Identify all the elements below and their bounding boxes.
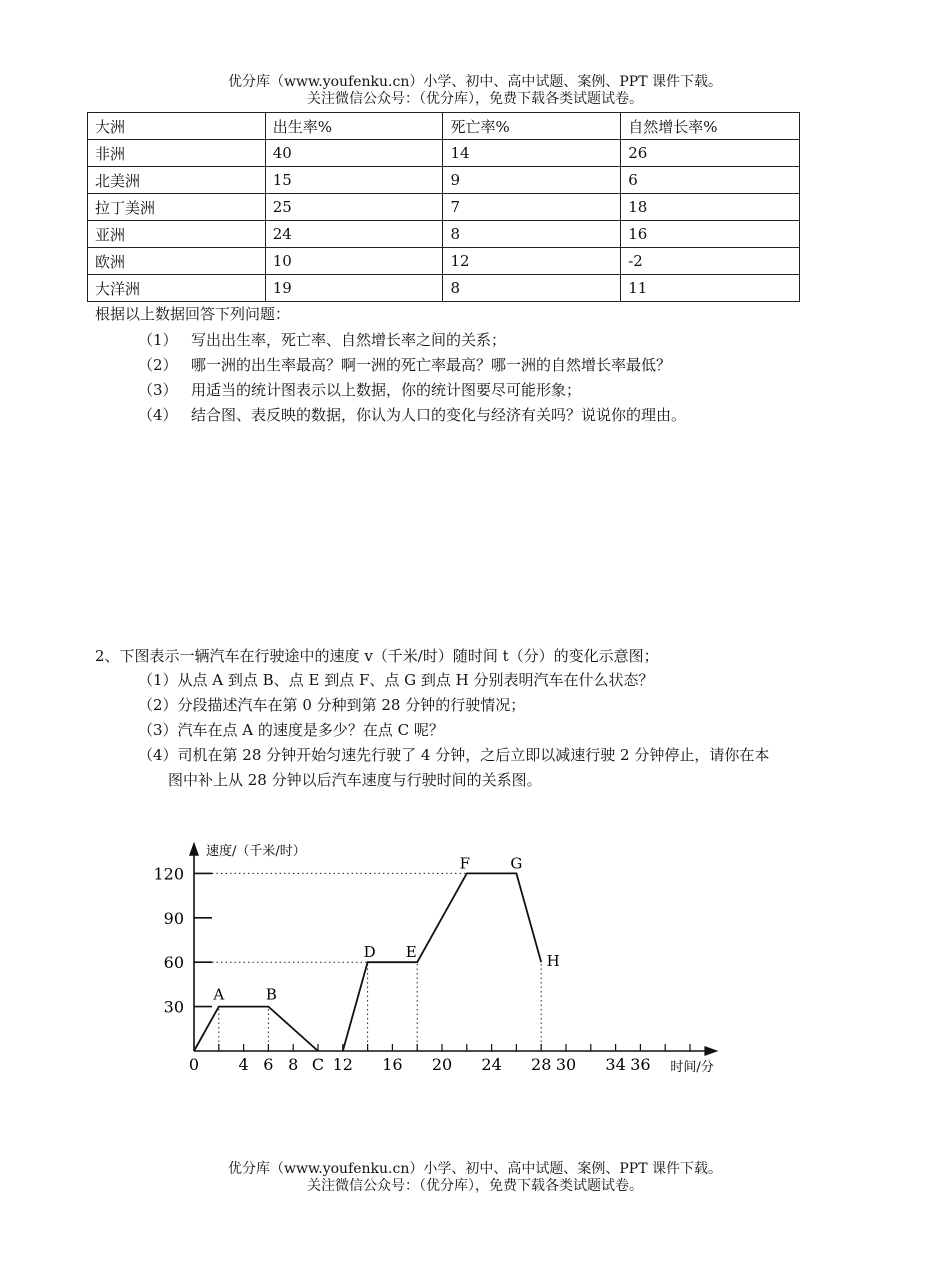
table-cell: 15 — [265, 167, 443, 194]
y-axis-arrow — [189, 842, 199, 856]
point-label: F — [459, 854, 471, 873]
x-tick-label: 28 — [531, 1055, 552, 1074]
point-label: G — [510, 854, 523, 873]
question-item: （2）分段描述汽车在第 0 分种到第 28 分钟的行驶情况； — [138, 696, 526, 714]
y-axis-label: 速度/（千米/时） — [206, 843, 306, 859]
table-row — [88, 221, 800, 248]
section2-questions — [138, 668, 769, 793]
x-tick-label: 12 — [332, 1055, 353, 1074]
question-item: （1）从点 A 到点 B、点 E 到点 F、点 G 到点 H 分别表明汽车在什么状态？ — [138, 671, 654, 689]
question-item: （3）汽车在点 A 的速度是多少？在点 C 呢？ — [138, 721, 444, 739]
footer-line-2: 关注微信公众号：（优分库），免费下载各类试题试卷。 — [307, 1178, 643, 1194]
x-tick-label: 36 — [630, 1055, 651, 1074]
x-tick-label: 0 — [188, 1055, 200, 1074]
table-cell: 25 — [265, 194, 443, 221]
point-label: H — [546, 952, 560, 971]
question-text: 写出出生率，死亡率、自然增长率之间的关系； — [191, 331, 507, 349]
point-label: E — [405, 943, 417, 962]
page-header — [0, 74, 950, 108]
table-cell: 40 — [265, 140, 443, 167]
question-item: （4）司机在第 28 分钟开始匀速先行驶了 4 分钟，之后立即以减速行驶 2 分钟停止，请你在本 — [138, 746, 770, 764]
question-item-continuation: 图中补上从 28 分钟以后汽车速度与行驶时间的关系图。 — [168, 771, 542, 789]
x-tick-label: 6 — [263, 1055, 274, 1074]
question-text: 哪一洲的出生率最高？啊一洲的死亡率最高？哪一洲的自然增长率最低？ — [191, 356, 672, 374]
question-text: 用适当的统计图表示以上数据，你的统计图要尽可能形象； — [191, 381, 582, 399]
question-item — [138, 403, 686, 428]
section1-intro: 根据以上数据回答下列问题： — [95, 305, 291, 323]
x-tick-label: 16 — [382, 1055, 403, 1074]
point-label: A — [213, 985, 225, 1004]
table-cell: 非洲 — [88, 140, 266, 167]
question-number: （4） — [138, 406, 178, 424]
table-row — [88, 167, 800, 194]
table-cell: 欧洲 — [88, 248, 266, 275]
table-header-row — [88, 113, 800, 140]
x-tick-label: C — [311, 1055, 325, 1074]
question-number: （3） — [138, 381, 178, 399]
y-tick-label: 90 — [163, 908, 184, 928]
table-header-cell: 自然增长率% — [621, 113, 800, 140]
x-tick-label: 24 — [481, 1055, 502, 1074]
speed-time-chart — [0, 820, 950, 1080]
x-tick-label: 34 — [605, 1055, 626, 1074]
table-cell: 9 — [443, 167, 621, 194]
table-cell: 24 — [265, 221, 443, 248]
point-label: B — [265, 985, 277, 1004]
question-item — [138, 328, 686, 353]
table-row — [88, 194, 800, 221]
y-tick-label: 120 — [153, 864, 184, 884]
table-row — [88, 248, 800, 275]
table-cell: 拉丁美洲 — [88, 194, 266, 221]
x-tick-label: 8 — [288, 1055, 299, 1074]
speed-line-segment — [343, 873, 541, 1051]
x-tick-label: 20 — [431, 1055, 453, 1074]
y-tick-label: 60 — [163, 953, 184, 973]
header-line-2: 关注微信公众号：（优分库），免费下载各类试题试卷。 — [307, 91, 643, 107]
speed-line-segment — [194, 1007, 318, 1051]
table-cell: 12 — [443, 248, 621, 275]
table-cell: 8 — [443, 275, 621, 302]
question-item — [138, 378, 686, 403]
x-tick-label: 4 — [238, 1055, 249, 1074]
question-text: 结合图、表反映的数据，你认为人口的变化与经济有关吗？说说你的理由。 — [191, 406, 687, 424]
point-label: D — [363, 943, 376, 962]
header-line-1: 优分库（www.youfenku.cn）小学、初中、高中试题、案例、PPT 课件下载。 — [227, 74, 722, 90]
table-cell: 8 — [443, 221, 621, 248]
question-item — [138, 353, 686, 378]
table-cell: 亚洲 — [88, 221, 266, 248]
table-cell: 19 — [265, 275, 443, 302]
population-table — [87, 112, 800, 302]
table-cell: 14 — [443, 140, 621, 167]
table-cell: 18 — [621, 194, 800, 221]
table-row — [88, 275, 800, 302]
footer-line-1: 优分库（www.youfenku.cn）小学、初中、高中试题、案例、PPT 课件下载。 — [227, 1161, 722, 1177]
table-header-cell: 出生率% — [265, 113, 443, 140]
table-row — [88, 140, 800, 167]
x-axis-label: 时间/分 — [670, 1060, 714, 1075]
table-cell: -2 — [621, 248, 800, 275]
section2-title: 2、下图表示一辆汽车在行驶途中的速度 v（千米/时）随时间 t（分）的变化示意图； — [95, 647, 659, 665]
section1-questions — [138, 328, 686, 428]
x-axis-arrow — [704, 1046, 718, 1056]
table-header-cell: 死亡率% — [443, 113, 621, 140]
table-cell: 北美洲 — [88, 167, 266, 194]
table-cell: 6 — [621, 167, 800, 194]
table-cell: 10 — [265, 248, 443, 275]
table-cell: 7 — [443, 194, 621, 221]
table-cell: 26 — [621, 140, 800, 167]
table-cell: 11 — [621, 275, 800, 302]
table-header-cell: 大洲 — [88, 113, 266, 140]
x-tick-label: 30 — [555, 1055, 577, 1074]
table-cell: 大洋洲 — [88, 275, 266, 302]
table-cell: 16 — [621, 221, 800, 248]
question-number: （2） — [138, 356, 178, 374]
page-footer — [0, 1161, 950, 1195]
question-number: （1） — [138, 331, 178, 349]
y-tick-label: 30 — [163, 997, 184, 1017]
